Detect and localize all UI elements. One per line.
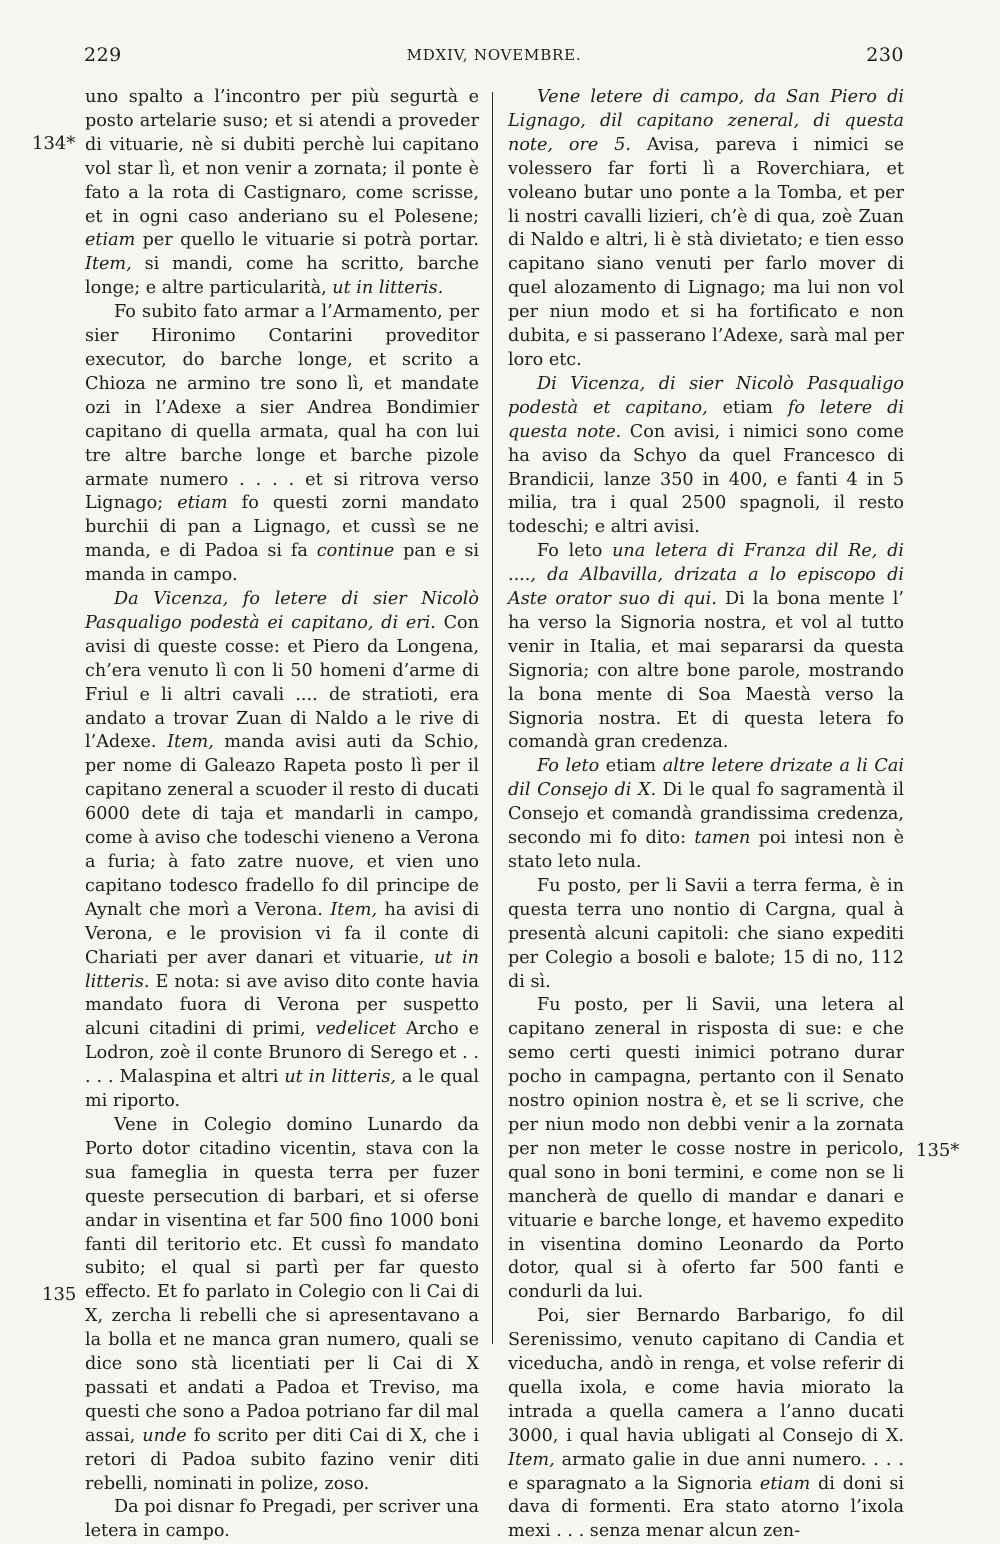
page-number-right: 230 (866, 44, 904, 66)
running-title: MDXIV, NOVEMBRE. (406, 46, 582, 64)
right-paragraph-5: Fu posto, per li Savii a terra ferma, è in questa terra uno nontio di Cargna, qual à presentà alcuni capitoli: che siano expediti per Colegio a bosoli e balote; 15 di no, 112 di sì. (508, 875, 904, 992)
left-paragraph-4: Vene in Colegio domino Lunardo da Porto dotor citadino vicentin, stava con la sua fameglia in questa terra per fuzer queste persecution di barbari, et si oferse andar in visentina et far 500 fino 1000 boni fanti dil teritorio etc. Et cussì fo mandato subito; el qual si partì per far questo effecto. Et fo parlato in Colegio con li Cai di X, zercha li rebelli che si apresentavano a la bolla et ne manca gran numero, quali se dice sono stà licentiati per li Cai di X passati et andati a Padoa et Treviso, ma questi che sono a Padoa potriano far dil mal assai, unde fo scrito per diti Cai di X, che i retori di Padoa subito fazino venir diti rebelli, nominati in polize, zoso. (85, 1114, 479, 1494)
right-paragraph-3: Fo leto una letera di Franza dil Re, di ...., da Albavilla, drizata a lo episcopo di Aste orator suo di qui. Di la bona mente l’ ha verso la Signoria nostra, et vol al tutto venir in Italia, et mai separarsi da questa Signoria; con altre bone parole, mostrando la bona mente di Soa Maestà verso la Signoria nostra. Et di questa letera fo comandà gran credenza. (508, 541, 904, 753)
right-paragraph-6: Fu posto, per li Savii, una letera al capitano zeneral in risposta di sue: e che semo certi questi inimici potrano durar pocho in campagna, pertanto con il Senato nostro opinion nostra è, et se li scrive, che per niun modo non debbi venir a la zornata per non meter le cosse nostre in pericolo, qual sono in boni termini, e come non se li mancherà de quello di mandar e danari e vituarie e barche longe, et havemo expedito in visentina domino Leonardo da Porto dotor, qual si à oferto far 500 fanti e condurli da lui. (508, 995, 904, 1303)
left-paragraph-1: uno spalto a l’incontro per più segurtà e posto artelarie suso; et si atendi a proveder di vituarie, nè si dubiti perchè lui capitano vol star lì, et non venir a zornata; il ponte è fato a la rota di Castignaro, come scrisse, et in ogni caso anderiano su el Polesene; etiam per quello le vituarie si potrà portar. Item, si mandi, come ha scritto, barche longe; e altre particularità, ut in litteris. (85, 87, 479, 299)
right-paragraph-2: Di Vicenza, di sier Nicolò Pasqualigo podestà et capitano, etiam fo letere di questa note. Con avisi, i nimici sono come ha aviso da Schyo da quel Francesco di Brandicii, lanze 350 in 400, e fanti 4 in 5 milia, tra i qual 2500 spagnoli, il resto todeschi; e altri avisi. (508, 373, 905, 538)
margin-number-left-bottom: 135 (42, 1284, 77, 1305)
left-paragraph-2: Fo subito fato armar a l’Armamento, per sier Hironimo Contarini proveditor executor, do barche longe, et scrito a Chioza ne armino tre sono lì, et mandate ozi in l’Adexe a sier Andrea Bondimier capitano di quella armata, qual ha con lui tre altre barche longe et barche pizole armate numero . . . . et si ritrova verso Lignago; etiam fo questi zorni mandato burchii di pan a Lignago, et cussì se ne manda, e di Padoa si fa continue pan e si manda in campo. (85, 302, 479, 586)
running-head (84, 44, 904, 74)
right-paragraph-4: Fo leto etiam altre letere drizate a li Cai dil Consejo di X. Di le qual fo sagramentà il Consejo et comandà grandissima credenza, secondo mi fo dito: tamen poi intesi non è stato leto nula. (508, 756, 905, 872)
left-paragraph-5: Da poi disnar fo Pregadi, per scriver una letera in campo. (85, 1497, 479, 1542)
left-column (85, 86, 479, 1544)
right-paragraph-1: Vene letere di campo, da San Piero di Lignago, dil capitano zeneral, di questa note, ore 5. Avisa, pareva i nimici se volessero far forti lì a Roverchiara, et voleano butar uno ponte a la Tomba, et per li nostri cavalli lizieri, ch’è di qua, zoè Zuan di Naldo e altri, li è stà divietato; e tien esso capitano siano venuti per farlo mover di quel alozamento di Lignago; ma lui non vol per niun modo et si ha fortificato e non dubita, e si passerano l’Adexe, sarà mal per loro etc. (508, 87, 904, 370)
left-paragraph-3: Da Vicenza, fo letere di sier Nicolò Pasqualigo podestà ei capitano, di eri. Con avisi di queste cosse: et Piero da Longena, ch’era venuto lì con li 50 homeni d’arme di Friul e li altri cavali .... de stratioti, era andato a trovar Zuan di Naldo a le rive di l’Adexe. Item, manda avisi auti da Schio, per nome di Galeazo Rapeta posto lì per il capitano zeneral a scuoder il resto di ducati 6000 dete di taja et mandarli in campo, come à aviso che todeschi vieneno a Verona a furia; à fato zatre nuove, et vien uno capitano todesco fradello fo dil principe de Aynalt che morì a Verona. Item, ha avisi di Verona, e le provision vi fa il conte di Chariati per aver danari et vituarie, ut in litteris. E nota: si ave aviso dito conte havia mandato fuora di Verona per suspetto alcuni citadini di primi, vedelicet Archo e Lodron, zoè il conte Brunoro di Serego et . . . . . Malaspina et altri ut in litteris, a le qual mi riporto. (85, 589, 480, 1112)
page-number-left: 229 (84, 44, 122, 66)
right-paragraph-7: Poi, sier Bernardo Barbarigo, fo dil Serenissimo, venuto capitano di Candia et viceducha, andò in renga, et volse referir di quella ixola, e come havia miorato la intrada a quella camera a l’anno ducati 3000, i qual havia ubligati al Consejo di X. Item, armato galie in due anni numero. . . . e sparagnato a la Signoria etiam di doni si dava di formenti. Era stato atorno l’ixola mexi . . . senza menar alcun zen- (508, 1306, 904, 1542)
margin-number-left-top: 134* (32, 133, 76, 154)
right-column (508, 86, 904, 1544)
margin-number-right: 135* (916, 1140, 960, 1161)
column-divider (492, 92, 493, 1344)
